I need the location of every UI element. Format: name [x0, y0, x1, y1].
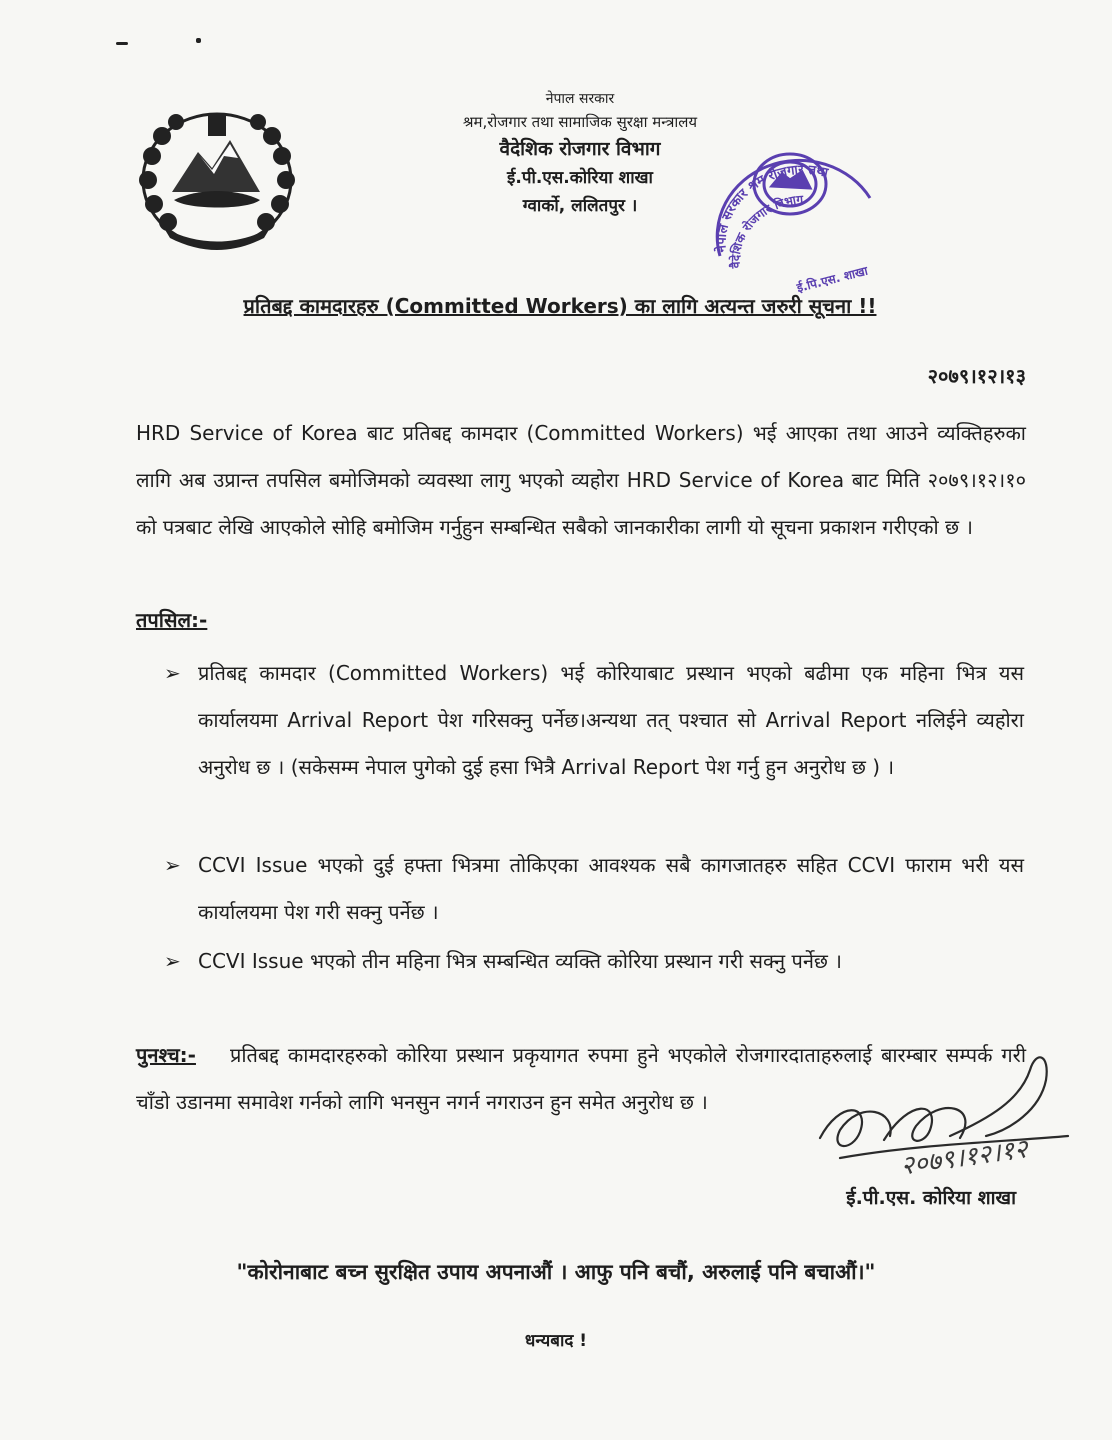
- svg-text:वैदेशिक रोजगार विभाग: वैदेशिक रोजगार विभाग: [728, 192, 804, 269]
- notice-title: प्रतिबद्द कामदारहरु (Committed Workers) का लागि अत्यन्त जरुरी सूचना !!: [243, 294, 877, 318]
- arrow-bullet-icon: ➢: [164, 661, 181, 685]
- signature-date: २०७९।१२।१२: [898, 1134, 1030, 1182]
- svg-text:नेपाल सरकार श्रम रोजगार तथा: नेपाल सरकार श्रम रोजगार तथा: [714, 162, 830, 253]
- office-stamp-icon: [706, 142, 886, 302]
- header-department: वैदेशिक रोजगार विभाग: [499, 138, 661, 160]
- header-branch: ई.पी.एस.कोरिया शाखा: [507, 168, 653, 188]
- list-item-text: CCVI Issue भएको तीन महिना भित्र सम्बन्धित व्यक्ति कोरिया प्रस्थान गरी सक्नु पर्नेछ ।: [198, 949, 842, 973]
- covid-slogan: "कोरोनाबाट बच्न सुरक्षित उपाय अपनाऔं । आफु पनि बचौं, अरुलाई पनि बचाऔं।": [236, 1260, 876, 1284]
- postscript-text: प्रतिबद्द कामदारहरुको कोरिया प्रस्थान प्रकृयागत रुपमा हुने भएकोले रोजगारदाताहरुलाई बारम्बार सम्पर्क गरी चाँडो उडानमा समावेश गर्नको लागि भनसुन नगर्न नगराउन हुन समेत अनुरोध छ ।: [136, 1043, 1026, 1114]
- nepal-government-emblem-icon: [128, 96, 306, 256]
- signature-office: ई.पी.एस. कोरिया शाखा: [846, 1187, 1016, 1209]
- list-item-text: CCVI Issue भएको दुई हफ्ता भित्रमा तोकिएका आवश्यक सबै कागजातहरु सहित CCVI फाराम भरी यस कार्यालयमा पेश गरी सक्नु पर्नेछ ।: [198, 853, 1024, 924]
- arrow-bullet-icon: ➢: [164, 853, 181, 877]
- postscript-label: पुनश्च:-: [136, 1043, 196, 1067]
- list-item: [164, 842, 1024, 936]
- closing-thanks: धन्यबाद !: [524, 1331, 588, 1351]
- header-ministry: श्रम,रोजगार तथा सामाजिक सुरक्षा मन्त्रालय: [462, 113, 698, 131]
- details-heading: तपसिल:-: [136, 608, 208, 632]
- arrow-bullet-icon: ➢: [164, 949, 181, 973]
- header-location: ग्वार्को, ललितपुर ।: [522, 196, 638, 216]
- scan-speck: [116, 42, 128, 45]
- scan-speck: [196, 38, 201, 43]
- header-government: नेपाल सरकार: [545, 91, 615, 107]
- notice-date: २०७९।१२।१३: [927, 364, 1026, 388]
- svg-text:ई.पि.एस. शाखा: ई.पि.एस. शाखा: [795, 263, 870, 295]
- list-item-text: प्रतिबद्द कामदार (Committed Workers) भई कोरियाबाट प्रस्थान भएको बढीमा एक महिना भित्र यस कार्यालयमा Arrival Report पेश गरिसक्नु पर्नेछ।अन्यथा तत् पश्चात सो Arrival Report नलिईने व्यहोरा अनुरोध छ । (सकेसम्म नेपाल पुगेको दुई हसा भित्रै Arrival Report पेश गर्नु हुन अनुरोध छ ) ।: [198, 661, 1024, 779]
- list-item: [164, 938, 1024, 985]
- intro-paragraph: HRD Service of Korea बाट प्रतिबद्द कामदार (Committed Workers) भई आएका तथा आउने व्यक्तिहरुका लागि अब उप्रान्त तपसिल बमोजिमको व्यवस्था लागु भएको व्यहोरा HRD Service of Korea बाट मिति २०७९।१२।१० को पत्रबाट लेखि आएकोले सोहि बमोजिम गर्नुहुन सम्बन्धित सबैको जानकारीका लागी यो सूचना प्रकाशन गरीएको छ ।: [136, 421, 1026, 539]
- list-item: [164, 650, 1024, 791]
